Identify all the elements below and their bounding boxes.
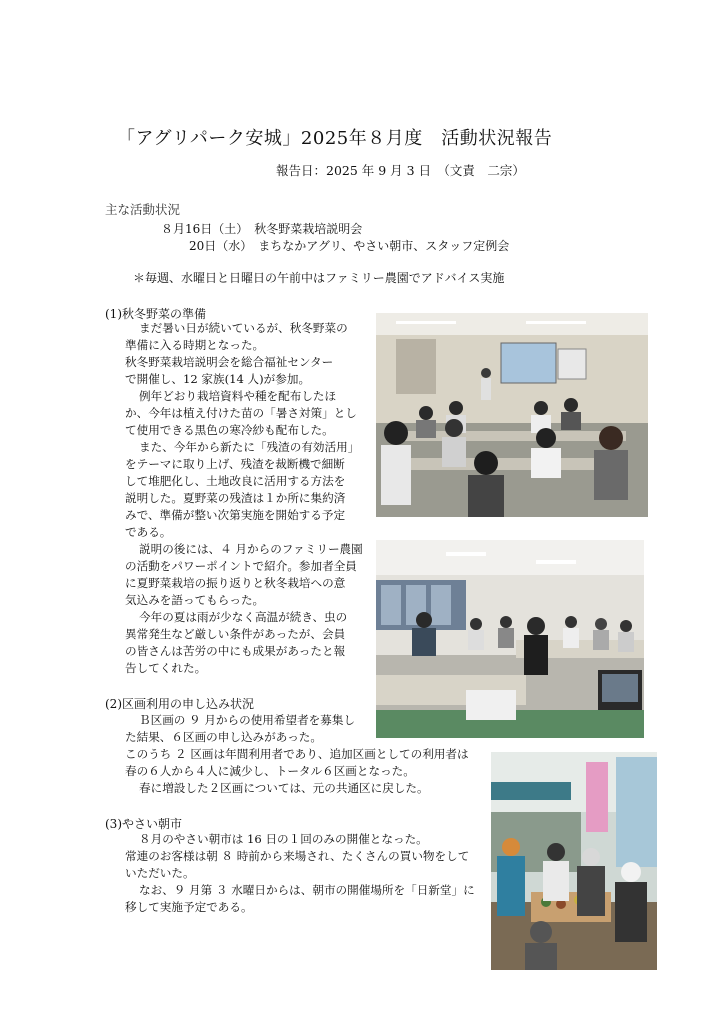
text-line: 準備に入る時期となった。 (125, 338, 265, 352)
weekly-note: ＊毎週、水曜日と日曜日の午前中はファミリー農園でアドバイス実施 (133, 271, 505, 285)
section-heading-vegetable-market: (3)やさい朝市 (105, 817, 182, 831)
text-line: このうち ２ 区画は年間利用者であり、追加区画としての利用者は (125, 747, 469, 761)
text-line: して堆肥化し、土地改良に活用する方法を (125, 474, 346, 488)
vegetable-market-photo (491, 752, 657, 970)
activity-item: 20日（水） まちなかアグリ、やさい朝市、スタッフ定例会 (189, 239, 510, 253)
text-line: 気込みを語ってもらった。 (125, 593, 265, 607)
section-heading-autumn-vegetables: (1)秋冬野菜の準備 (105, 307, 206, 321)
text-line: 説明の後には、４ 月からのファミリー農園 (139, 542, 363, 556)
text-line: まだ暑い日が続いているが、秋冬野菜の (139, 321, 348, 335)
text-line: 秋冬野菜栽培説明会を総合福祉センター (125, 355, 334, 369)
text-line: か、今年は植え付けた苗の「暑さ対策」とし (125, 406, 357, 420)
text-line: である。 (125, 525, 172, 539)
text-line: 春の６人から４人に減少し、トータル６区画となった。 (125, 764, 415, 778)
text-line: 告してくれた。 (125, 661, 207, 675)
text-line: で開催し、12 家族(14 人)が参加。 (125, 372, 311, 386)
text-line: みで、準備が整い次第実施を開始する予定 (125, 508, 346, 522)
text-line: 常連のお客様は朝 ８ 時前から来場され、たくさんの買い物をして (125, 849, 470, 863)
presentation-photo (376, 540, 644, 738)
text-line: をテーマに取り上げ、残渣を裁断機で細断 (125, 457, 345, 471)
text-line: の皆さんは苦労の中にも成果があったと報 (125, 644, 346, 658)
text-line: Ｂ区画の ９ 月からの使用希望者を募集し (139, 713, 356, 727)
activities-heading: 主な活動状況 (105, 202, 181, 217)
seminar-photo (376, 313, 648, 517)
page-title: 「アグリパーク安城」2025年８月度 活動状況報告 (117, 128, 553, 149)
section3-body (125, 831, 475, 916)
text-line: また、今年から新たに「残渣の有効活用」 (139, 440, 360, 454)
text-line: 春に増設した２区画については、元の共通区に戻した。 (139, 781, 429, 795)
text-line: ８月のやさい朝市は 16 日の１回のみの開催となった。 (139, 832, 428, 846)
text-line: 説明した。夏野菜の残渣は１か所に集約済 (125, 491, 346, 505)
text-line: に夏野菜栽培の振り返りと秋冬栽培への意 (125, 576, 346, 590)
text-line: いただいた。 (125, 866, 195, 880)
report-date: 報告日：2025 年 9 月 3 日 （文責 二宗） (276, 163, 525, 178)
text-line: 移して実施予定である。 (125, 900, 253, 914)
activity-item: ８月16日（土） 秋冬野菜栽培説明会 (161, 222, 363, 236)
text-line: の活動をパワーポイントで紹介。参加者全員 (125, 559, 357, 573)
text-line: た結果、６区画の申し込みがあった。 (125, 730, 322, 744)
text-line: 今年の夏は雨が少なく高温が続き、虫の (139, 610, 348, 624)
text-line: て使用できる黒色の寒冷紗も配布した。 (125, 423, 334, 437)
text-line: 異常発生など厳しい条件があったが、会員 (125, 627, 346, 641)
section1-body (125, 320, 363, 677)
section-heading-plot-applications: (2)区画利用の申し込み状況 (105, 697, 254, 711)
text-line: なお、９ 月第 ３ 水曜日からは、朝市の開催場所を「日新堂」に (139, 883, 475, 897)
text-line: 例年どおり栽培資料や種を配布したほ (139, 389, 337, 403)
